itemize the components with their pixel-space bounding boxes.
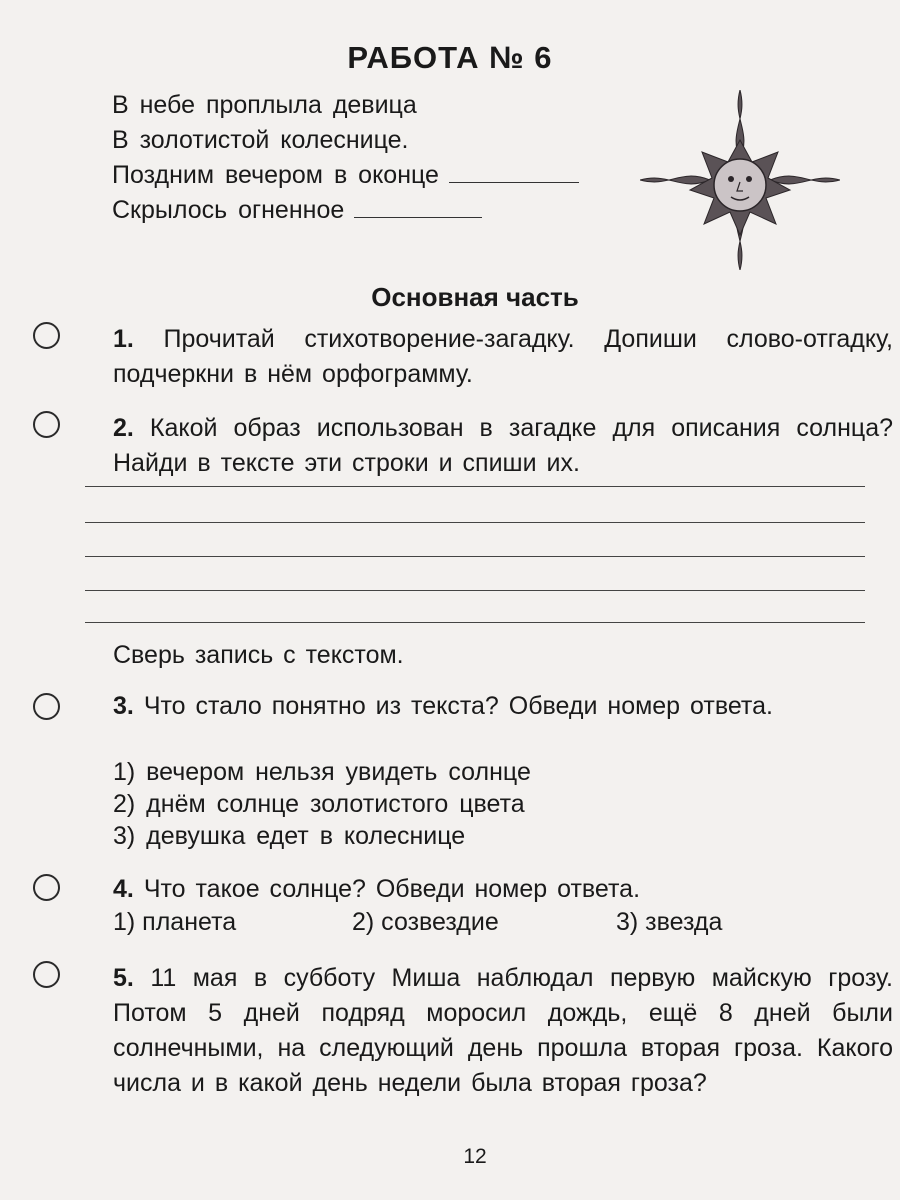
answer-circle-icon[interactable] [33,961,60,988]
task-text: Что стало понятно из текста? Обведи номер ответа. [143,692,773,720]
page-title: РАБОТА № 6 [347,40,553,75]
poem-line-text: Поздним вечером в оконце [112,161,439,189]
writing-line[interactable] [85,590,865,591]
task-1 [85,322,893,392]
task-number: 4. [113,875,134,903]
sun-face-icon [640,90,840,270]
answer-option[interactable]: 2) созвездие [352,908,499,936]
answer-option[interactable]: 2) днём солнце золотистого цвета [113,790,525,818]
task-2-note: Сверь запись с текстом. [113,641,404,669]
answer-option[interactable]: 3) звезда [616,908,723,936]
poem-line [112,158,579,193]
poem-line [112,193,579,228]
poem-line: В золотистой колеснице. [112,126,409,154]
poem-line: В небе проплыла девица [112,91,417,119]
task-number: 1. [113,325,134,353]
answer-circle-icon[interactable] [33,693,60,720]
answer-circle-icon[interactable] [33,411,60,438]
writing-line[interactable] [85,556,865,557]
writing-line[interactable] [85,522,865,523]
answer-circle-icon[interactable] [33,874,60,901]
task-number: 5. [113,964,134,992]
writing-line[interactable] [85,622,865,623]
page-number: 12 [463,1145,487,1168]
task-text: Какой образ использован в загадке для описания солнца? Найди в тексте эти строки и спиши их. [113,414,894,477]
answer-option[interactable]: 3) девушка едет в колеснице [113,822,466,850]
task-number: 3. [113,692,134,720]
riddle-poem [112,88,579,228]
writing-line[interactable] [85,486,865,487]
task-2 [85,411,893,481]
task-number: 2. [113,414,134,442]
task-text: Прочитай стихотворение-загадку. Допиши слово-отгадку, подчеркни в нём орфограмму. [113,325,893,388]
task-3 [85,689,893,724]
answer-option[interactable]: 1) вечером нельзя увидеть солнце [113,758,531,786]
answer-blank[interactable] [449,181,579,183]
poem-line-text: Скрылось огненное [112,196,345,224]
answer-circle-icon[interactable] [33,322,60,349]
answer-blank[interactable] [354,216,482,218]
task-5 [85,961,893,1101]
answer-option[interactable]: 1) планета [113,908,237,936]
task-text: 11 мая в субботу Миша наблюдал первую майскую грозу. Потом 5 дней подряд моросил дождь, ещё 8 дней были солнечными, на следующий день прошла вторая гроза. Какого числа и в какой день недели была вторая гроза? [113,964,894,1097]
task-text: Что такое солнце? Обведи номер ответа. [143,875,641,903]
section-title: Основная часть [371,282,579,312]
task-4 [85,872,893,907]
